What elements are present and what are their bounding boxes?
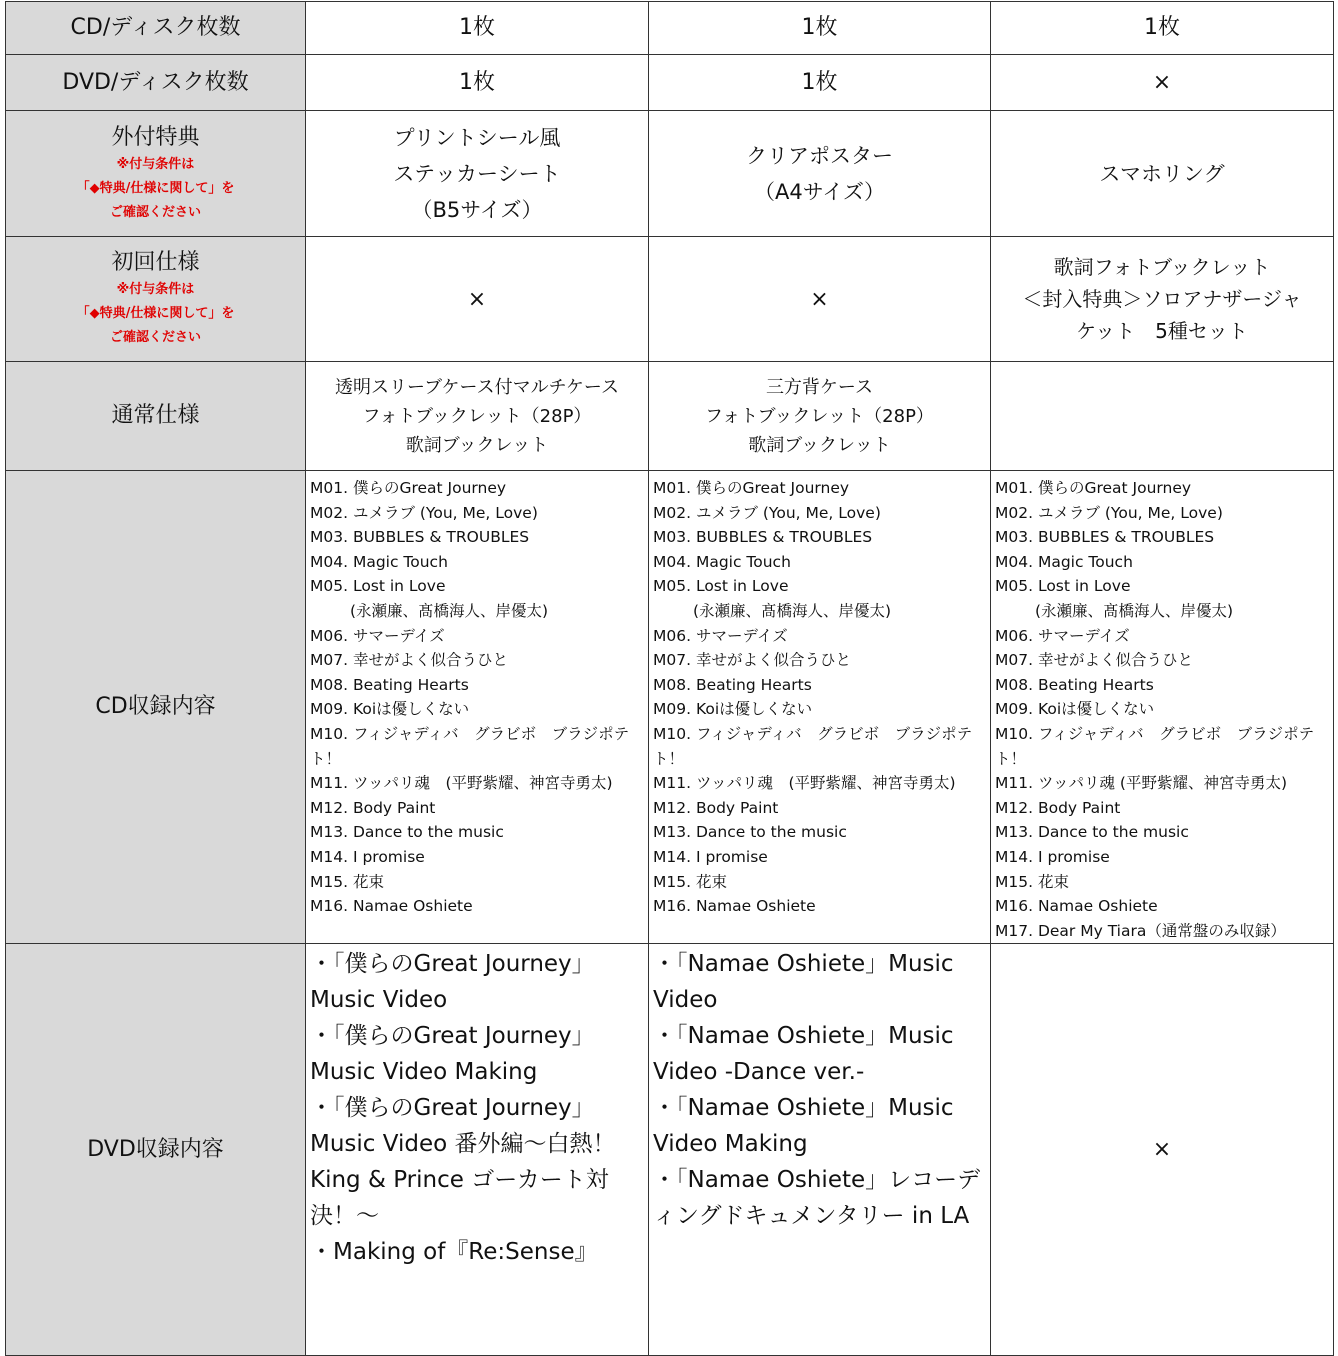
track-item: M08. Beating Hearts bbox=[653, 675, 812, 694]
track-item: M15. 花束 bbox=[310, 872, 384, 891]
track-item: M13. Dance to the music bbox=[995, 823, 1189, 842]
track-item: M01. 僕らのGreat Journey bbox=[653, 479, 850, 497]
track-item: M06. サマーデイズ bbox=[995, 626, 1130, 645]
track-item: M17. Dear My Tiara（通常盤のみ収録） bbox=[995, 921, 1286, 940]
track-item: M02. ユメラブ (You, Me, Love) bbox=[995, 503, 1223, 522]
cd-count-label: CD/ディスク枚数 bbox=[6, 2, 306, 55]
track-item: M10. フィジャディバ グラビボ ブラジポテト！ bbox=[310, 724, 630, 768]
dvd-item: ・「Namae Oshiete」Music Video Making bbox=[653, 1095, 954, 1158]
condition-note: 「◆特典/仕様に関して」を bbox=[76, 180, 235, 196]
track-item: M13. Dance to the music bbox=[310, 823, 504, 842]
dvd-item: ・Making of『Re:Sense』 bbox=[310, 1239, 598, 1266]
normal-spec-col3 bbox=[991, 362, 1334, 471]
track-item: M04. Magic Touch bbox=[310, 552, 448, 571]
condition-note: ※付与条件は bbox=[116, 282, 195, 297]
track-item: M10. フィジャディバ グラビボ ブラジポテト！ bbox=[653, 724, 973, 768]
track-item: M11. ツッパリ魂 (平野紫耀、神宮寺勇太) bbox=[995, 774, 1288, 793]
track-item: M11. ツッパリ魂 (平野紫耀、神宮寺勇太) bbox=[310, 774, 613, 793]
track-credit: (永瀬廉、髙橋海人、岸優太) bbox=[350, 601, 549, 620]
track-item: M05. Lost in Love bbox=[310, 577, 446, 596]
dvd-contents-label: DVD収録内容 bbox=[6, 944, 306, 1356]
external-bonus-col2: クリアポスター （A4サイズ） bbox=[649, 111, 991, 237]
row-first-spec bbox=[6, 237, 1334, 362]
dvd-contents-col1 bbox=[306, 944, 649, 1356]
cd-count-col1: 1枚 bbox=[306, 2, 649, 55]
track-item: M08. Beating Hearts bbox=[310, 675, 469, 694]
track-item: M02. ユメラブ (You, Me, Love) bbox=[653, 503, 881, 522]
dvd-item: ・「Namae Oshiete」Music Video bbox=[653, 951, 954, 1014]
track-credit: (永瀬廉、髙橋海人、岸優太) bbox=[1035, 601, 1234, 620]
track-item: M05. Lost in Love bbox=[995, 577, 1131, 596]
track-item: M12. Body Paint bbox=[653, 798, 779, 817]
row-normal-spec bbox=[6, 362, 1334, 471]
dvd-item: ・「僕らのGreat Journey」Music Video 番外編〜白熱！King & Prince ゴーカート対決！〜 bbox=[310, 1095, 616, 1230]
track-item: M03. BUBBLES & TROUBLES bbox=[310, 528, 530, 547]
dvd-count-col2: 1枚 bbox=[649, 55, 991, 111]
track-item: M12. Body Paint bbox=[995, 798, 1121, 817]
dvd-item: ・「Namae Oshiete」Music Video -Dance ver.- bbox=[653, 1023, 954, 1086]
dvd-item: ・「僕らのGreat Journey」Music Video Making bbox=[310, 1023, 595, 1086]
track-item: M09. Koiは優しくない bbox=[653, 700, 813, 719]
external-bonus-col1: プリントシール風 ステッカーシート （B5サイズ） bbox=[306, 111, 649, 237]
track-item: M03. BUBBLES & TROUBLES bbox=[653, 528, 873, 547]
condition-note: ※付与条件は bbox=[116, 156, 195, 172]
condition-note: ご確認ください bbox=[109, 330, 201, 345]
track-item: M04. Magic Touch bbox=[653, 552, 791, 571]
condition-note: 「◆特典/仕様に関して」を bbox=[76, 306, 235, 321]
track-item: M08. Beating Hearts bbox=[995, 675, 1154, 694]
track-item: M16. Namae Oshiete bbox=[653, 897, 816, 916]
track-item: M15. 花束 bbox=[653, 872, 727, 891]
condition-note: ご確認ください bbox=[109, 204, 201, 220]
first-spec-col3: 歌詞フォトブックレット ＜封入特典＞ソロアナザージャ ケット 5種セット bbox=[991, 237, 1334, 362]
external-bonus-col3: スマホリング bbox=[991, 111, 1334, 237]
normal-spec-col2: 三方背ケース フォトブックレット（28P） 歌詞ブックレット bbox=[649, 362, 991, 471]
track-item: M16. Namae Oshiete bbox=[310, 897, 473, 916]
track-item: M05. Lost in Love bbox=[653, 577, 789, 596]
row-cd-count bbox=[6, 2, 1334, 55]
track-item: M02. ユメラブ (You, Me, Love) bbox=[310, 503, 538, 522]
row-dvd-contents bbox=[6, 944, 1334, 1356]
first-spec-col2: × bbox=[649, 237, 991, 362]
track-item: M04. Magic Touch bbox=[995, 552, 1133, 571]
track-item: M09. Koiは優しくない bbox=[310, 700, 470, 719]
cd-contents-col3 bbox=[991, 471, 1334, 944]
row-dvd-count bbox=[6, 55, 1334, 111]
track-item: M14. I promise bbox=[995, 847, 1110, 866]
dvd-contents-col3: × bbox=[991, 944, 1334, 1356]
track-item: M12. Body Paint bbox=[310, 798, 436, 817]
row-cd-contents bbox=[6, 471, 1334, 944]
cd-count-col2: 1枚 bbox=[649, 2, 991, 55]
normal-spec-label: 通常仕様 bbox=[6, 362, 306, 471]
track-item: M09. Koiは優しくない bbox=[995, 700, 1155, 719]
track-item: M14. I promise bbox=[653, 847, 768, 866]
track-item: M15. 花束 bbox=[995, 872, 1069, 891]
dvd-count-col1: 1枚 bbox=[306, 55, 649, 111]
dvd-count-col3: × bbox=[991, 55, 1334, 111]
track-item: M10. フィジャディバ グラビボ ブラジポテト！ bbox=[995, 724, 1315, 768]
track-item: M01. 僕らのGreat Journey bbox=[310, 479, 507, 497]
dvd-count-label: DVD/ディスク枚数 bbox=[6, 55, 306, 111]
cd-count-col3: 1枚 bbox=[991, 2, 1334, 55]
row-external-bonus bbox=[6, 111, 1334, 237]
first-spec-col1: × bbox=[306, 237, 649, 362]
track-item: M07. 幸せがよく似合うひと bbox=[653, 651, 851, 670]
dvd-item: ・「Namae Oshiete」レコーディングドキュメンタリー in LA bbox=[653, 1167, 981, 1230]
track-item: M16. Namae Oshiete bbox=[995, 897, 1158, 916]
track-item: M14. I promise bbox=[310, 847, 425, 866]
track-item: M13. Dance to the music bbox=[653, 823, 847, 842]
cd-contents-col2 bbox=[649, 471, 991, 944]
normal-spec-col1: 透明スリーブケース付マルチケース フォトブックレット（28P） 歌詞ブックレット bbox=[306, 362, 649, 471]
track-item: M06. サマーデイズ bbox=[653, 626, 788, 645]
track-credit: (永瀬廉、髙橋海人、岸優太) bbox=[693, 601, 892, 620]
cd-contents-label: CD収録内容 bbox=[6, 471, 306, 944]
track-item: M07. 幸せがよく似合うひと bbox=[995, 651, 1193, 670]
first-spec-label: 初回仕様 ※付与条件は 「◆特典/仕様に関して」を ご確認ください bbox=[6, 237, 306, 362]
dvd-item: ・「僕らのGreat Journey」Music Video bbox=[310, 951, 595, 1014]
dvd-contents-col2 bbox=[649, 944, 991, 1356]
track-item: M06. サマーデイズ bbox=[310, 626, 445, 645]
track-item: M01. 僕らのGreat Journey bbox=[995, 479, 1192, 497]
track-item: M03. BUBBLES & TROUBLES bbox=[995, 528, 1215, 547]
cd-contents-col1 bbox=[306, 471, 649, 944]
track-item: M11. ツッパリ魂 (平野紫耀、神宮寺勇太) bbox=[653, 774, 956, 793]
external-bonus-label: 外付特典 ※付与条件は 「◆特典/仕様に関して」を ご確認ください bbox=[6, 111, 306, 237]
track-item: M07. 幸せがよく似合うひと bbox=[310, 651, 508, 670]
edition-comparison-table bbox=[5, 1, 1334, 1356]
